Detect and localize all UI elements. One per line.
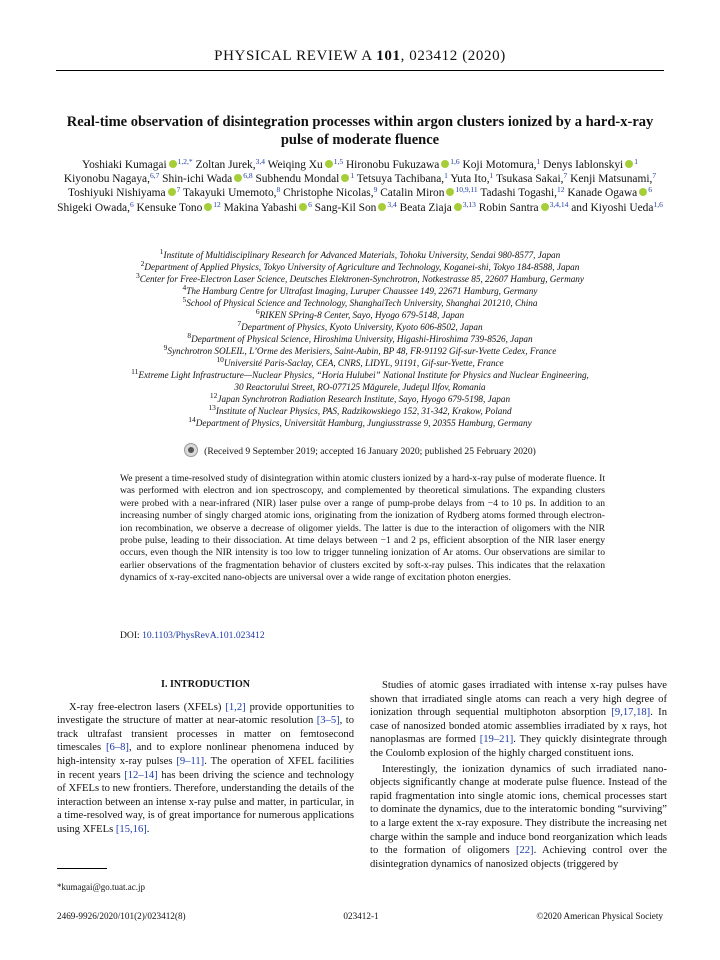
author-name-text: Kensuke Tono bbox=[136, 201, 203, 214]
author-affiliation-marker: 6 bbox=[648, 185, 652, 195]
intro-paragraph-3 bbox=[370, 763, 667, 872]
author-name bbox=[64, 173, 159, 185]
orcid-icon[interactable] bbox=[639, 188, 647, 196]
author-name bbox=[543, 159, 638, 171]
affiliation-number: 8 bbox=[187, 331, 192, 340]
author-name-text: Beata Ziaja bbox=[399, 201, 452, 214]
orcid-icon[interactable] bbox=[168, 188, 176, 196]
received-line bbox=[0, 443, 720, 457]
author-affiliation-marker: 1,5 bbox=[333, 157, 344, 166]
affiliation-number: 1 bbox=[159, 247, 164, 256]
author-affiliation-marker: 12 bbox=[213, 199, 221, 209]
affiliation bbox=[40, 249, 680, 261]
affiliation-number: 13 bbox=[208, 403, 216, 412]
author-name bbox=[195, 159, 264, 171]
affiliation-text: Synchrotron SOLEIL, L’Orme des Merisiers, Saint-Aubin, BP 48, FR-91192 Gif-sur-Yvette Cedex, France bbox=[167, 346, 557, 356]
orcid-icon[interactable] bbox=[341, 174, 349, 182]
citation-link[interactable]: [12–14] bbox=[124, 769, 158, 781]
author-name-text: Kiyonobu Nagaya, bbox=[63, 173, 150, 186]
affiliation-number: 14 bbox=[188, 415, 196, 424]
affiliation-number: 6 bbox=[255, 307, 260, 316]
body-text: has been driving the science and technology of XFELs to new frontiers. Therefore, understanding the details of the interaction between an intense x-ray pulse and matter, in particular, in a time-resolved way, is of great importance for numerous applications using XFELs bbox=[57, 769, 354, 835]
body-text: Studies of atomic gases irradiated with intense x-ray pulses have shown that irradiated single atoms can reach a very high degree of ionization through sequential multiphoton absorption bbox=[370, 680, 667, 719]
body-text: X-ray free-electron lasers (XFELs) bbox=[69, 701, 226, 713]
author-name bbox=[346, 159, 460, 171]
affiliation-text: 30 Reactorului Street, RO-077125 Măgurele, Judeţul Ilfov, Romania bbox=[234, 382, 486, 392]
footer-copyright: ©2020 American Physical Society bbox=[536, 911, 663, 921]
affiliation bbox=[40, 285, 680, 297]
author-name bbox=[496, 173, 567, 185]
running-head bbox=[0, 48, 720, 65]
author-name bbox=[162, 173, 252, 185]
author-name-text: Kanade Ogawa bbox=[567, 187, 638, 200]
affiliation-number: 5 bbox=[182, 295, 187, 304]
author-name bbox=[463, 159, 541, 171]
author-name-text: Takayuki Umemoto, bbox=[183, 187, 277, 200]
author-name bbox=[314, 199, 397, 214]
author-affiliation-marker: 1,6 bbox=[450, 157, 460, 166]
affiliation-number: 10 bbox=[216, 355, 224, 364]
affiliation-text: Department of Physics, Kyoto University, Kyoto 606-8502, Japan bbox=[241, 322, 483, 332]
body-text: . bbox=[146, 823, 150, 835]
body-text: . Achieving control over the disintegration dynamics of nanosized objects (triggered by bbox=[370, 845, 667, 870]
affiliation-number: 2 bbox=[140, 259, 145, 268]
author-name-text: Makina Yabashi bbox=[223, 201, 298, 214]
citation-link[interactable]: [15,16] bbox=[115, 823, 147, 835]
affiliation-text: Université Paris-Saclay, CEA, CNRS, LIDYL, 91191, Gif-sur-Yvette, France bbox=[223, 358, 504, 368]
affiliation-number: 4 bbox=[182, 283, 187, 292]
author-affiliation-marker: 12 bbox=[556, 185, 565, 195]
author-name-text: Yoshiaki Kumagai bbox=[82, 159, 167, 171]
author-name-text: Toshiyuki Nishiyama bbox=[68, 187, 166, 200]
author-name-text: Weiqing Xu bbox=[267, 159, 323, 171]
author-name bbox=[399, 199, 476, 214]
body-text: , to track ultrafast transient processes in matter on femtosecond timescales bbox=[57, 715, 354, 754]
doi-line bbox=[120, 630, 265, 641]
author-name-text: Hironobu Fukuzawa bbox=[345, 159, 440, 171]
author-name bbox=[183, 187, 280, 199]
article-number: , 023412 (2020) bbox=[400, 48, 506, 64]
doi-link[interactable]: 10.1103/PhysRevA.101.023412 bbox=[142, 630, 265, 641]
author-name-text: Tadashi Togashi, bbox=[480, 187, 557, 200]
author-name bbox=[68, 187, 180, 199]
author-name bbox=[357, 173, 448, 185]
author-name bbox=[571, 199, 663, 214]
affiliation bbox=[40, 405, 680, 417]
author-name bbox=[480, 187, 564, 199]
body-text: . They quickly disintegrate through the Coulomb explosion of the highly charged constituent ions. bbox=[370, 734, 667, 759]
affiliation bbox=[40, 297, 680, 309]
body-text: , and to explore nonlinear phenomena induced by high-intensity x-ray pulses bbox=[57, 742, 354, 767]
author-name bbox=[478, 199, 569, 214]
affiliation-number: 11 bbox=[131, 367, 139, 376]
author-name-text: Yuta Ito, bbox=[450, 173, 490, 186]
affiliation bbox=[40, 345, 680, 357]
author-name-text: Zoltan Jurek, bbox=[195, 159, 256, 171]
author-name-text: Sang-Kil Son bbox=[314, 201, 377, 214]
affiliation-text: Extreme Light Infrastructure—Nuclear Physics, “Horia Hulubei” National Institute for Physics and Nuclear Engineering, bbox=[138, 370, 589, 380]
affiliation-number: 7 bbox=[237, 319, 242, 328]
author-affiliation-marker: 1 bbox=[444, 171, 448, 181]
crossmark-icon[interactable] bbox=[184, 443, 198, 457]
intro-paragraph-2 bbox=[370, 679, 667, 761]
citation-link[interactable]: [6–8] bbox=[106, 742, 129, 754]
corresponding-author-footnote: *kumagai@go.tuat.ac.jp bbox=[57, 882, 146, 892]
journal-name: PHYSICAL REVIEW A bbox=[214, 48, 372, 64]
affiliation-text: Institute of Nuclear Physics, PAS, Radzikowskiego 152, 31-342, Krakow, Poland bbox=[215, 406, 512, 416]
author-affiliation-marker: 7 bbox=[652, 171, 657, 181]
page-footer bbox=[57, 911, 663, 921]
citation-link[interactable]: [9,17,18] bbox=[611, 707, 651, 719]
author-affiliation-marker: 6 bbox=[308, 199, 312, 209]
affiliation bbox=[40, 381, 680, 393]
author-name-text: Christophe Nicolas, bbox=[283, 187, 374, 200]
affiliation-text: Japan Synchrotron Radiation Research Institute, Sayo, Hyogo 679-5198, Japan bbox=[217, 394, 511, 404]
affiliation-text: Department of Physics, Universität Hamburg, Jungiusstrasse 9, 20355 Hamburg, Germany bbox=[195, 418, 532, 428]
left-column bbox=[57, 676, 354, 837]
journal-volume: 101 bbox=[376, 48, 401, 64]
citation-link[interactable]: [1,2] bbox=[225, 701, 246, 713]
orcid-icon[interactable] bbox=[454, 203, 462, 211]
abstract: We present a time-resolved study of disintegration within atomic clusters ionized by a hard-x-ray pulse of moderate fluence. It was performed with electron and ion spectroscopy, and complemented by theoretical simulations. The expanding clusters were probed with a near-infrared (NIR) laser pulse over a range of pump-probe delays from −4 to 10 ps. In addition to an increasing number of singly charged atomic ions, originating from the ionization of Rydberg atoms formed through electron-ion recombination, we observe a decrease of oligomer yields. The latter is due to the interaction of oligomers with the NIR probe pulse, leading to their dissociation. At time delays between −1 and 2 ps, efficient absorption of the NIR laser energy occurs, even though the NIR intensity is too low to trigger tunneling ionization of Ar atoms. Our observations are similar to earlier observations of the fragmentation behavior of clusters excited by soft-x-ray pulses. This indicates that the relaxation dynamics of x-ray-excited nano-objects are universal over a wide range of excitation photon energies. bbox=[120, 473, 605, 584]
author-name-text: Shigeki Owada, bbox=[57, 201, 130, 214]
orcid-icon[interactable] bbox=[446, 188, 454, 196]
author-affiliation-marker: 6 bbox=[129, 199, 134, 209]
author-name-text: Subhendu Mondal bbox=[255, 173, 340, 186]
author-affiliation-marker: 10,9,11 bbox=[455, 185, 478, 195]
body-text: . The operation of XFEL facilities in recent years bbox=[57, 755, 354, 781]
author-name bbox=[255, 173, 354, 185]
body-text: provide opportunities to investigate the structure of matter at near-atomic resolution bbox=[57, 701, 355, 727]
citation-link[interactable]: [19–21] bbox=[479, 734, 514, 746]
citation-link[interactable]: [22] bbox=[515, 845, 534, 857]
affiliation-text: Department of Applied Physics, Tokyo University of Agriculture and Technology, Koganei-shi, Tokyo 184-8588, Japan bbox=[144, 262, 580, 272]
affiliation-text: The Hamburg Centre for Ultrafast Imaging, Luruper Chaussee 149, 22671 Hamburg, Germany bbox=[186, 286, 538, 296]
header-rule bbox=[56, 70, 664, 71]
author-name-text: Denys Iablonskyi bbox=[543, 159, 624, 171]
affiliation bbox=[40, 309, 680, 321]
paper-title: Real-time observation of disintegration processes within argon clusters ionized by a hard-x-ray pulse of moderate fluence bbox=[66, 114, 654, 148]
affiliation-number: 12 bbox=[209, 391, 218, 400]
orcid-icon[interactable] bbox=[234, 174, 242, 182]
author-affiliation-marker: 1 bbox=[489, 171, 494, 181]
author-affiliation-marker: 1,6 bbox=[653, 199, 663, 209]
author-name bbox=[570, 173, 656, 185]
affiliation bbox=[40, 273, 680, 285]
author-affiliation-marker: 8 bbox=[276, 185, 281, 195]
author-affiliation-marker: 7 bbox=[563, 171, 568, 181]
affiliation-list bbox=[40, 249, 680, 429]
author-affiliation-marker: 6,8 bbox=[243, 171, 253, 181]
received-dates: (Received 9 September 2019; accepted 16 January 2020; published 25 February 2020) bbox=[204, 446, 536, 457]
footer-issn: 2469-9926/2020/101(2)/023412(8) bbox=[57, 911, 186, 921]
intro-paragraph-1 bbox=[57, 701, 354, 837]
author-name bbox=[136, 199, 221, 214]
author-name bbox=[82, 159, 193, 171]
affiliation-text: RIKEN SPring-8 Center, Sayo, Hyogo 679-5148, Japan bbox=[259, 310, 465, 320]
affiliation bbox=[40, 321, 680, 333]
orcid-icon[interactable] bbox=[625, 160, 633, 168]
orcid-icon[interactable] bbox=[169, 160, 177, 168]
author-name-text: and Kiyoshi Ueda bbox=[571, 201, 654, 214]
citation-link[interactable]: [9–11] bbox=[176, 755, 205, 767]
affiliation bbox=[40, 393, 680, 405]
author-affiliation-marker: 9 bbox=[373, 185, 378, 195]
orcid-icon[interactable] bbox=[299, 203, 307, 211]
author-name bbox=[450, 173, 493, 185]
affiliation-text: Center for Free-Electron Laser Science, Deutsches Elektronen-Synchrotron, Notkestrasse 85, 22607 Hamburg, Germany bbox=[139, 274, 584, 284]
affiliation bbox=[40, 417, 680, 429]
author-name bbox=[380, 187, 477, 199]
affiliation-number: 9 bbox=[163, 343, 168, 352]
orcid-icon[interactable] bbox=[378, 203, 386, 211]
affiliation-text: Department of Physical Science, Hiroshima University, Higashi-Hiroshima 739-8526, Japan bbox=[191, 334, 533, 344]
author-name-text: Koji Motomura, bbox=[462, 159, 537, 171]
author-name bbox=[567, 187, 652, 199]
author-name bbox=[57, 199, 134, 214]
author-affiliation-marker: 3,4 bbox=[387, 199, 397, 209]
affiliation-text: School of Physical Science and Technology, ShanghaiTech University, Shanghai 201210, China bbox=[186, 298, 538, 308]
author-affiliation-marker: 1 bbox=[536, 157, 541, 166]
author-affiliation-marker: 1 bbox=[350, 171, 355, 181]
author-affiliation-marker: 6,7 bbox=[149, 171, 160, 181]
section-heading: I. INTRODUCTION bbox=[161, 679, 250, 690]
citation-link[interactable]: [3–5] bbox=[316, 715, 340, 727]
body-text: . In case of nanosized bonded atomic assemblies irradiated by x rays, hot nanoplasmas are formed bbox=[370, 707, 668, 746]
affiliation-text: Institute of Multidisciplinary Research for Advanced Materials, Tohoku University, Sendai 980-8577, Japan bbox=[163, 250, 561, 260]
footnote-rule bbox=[57, 868, 107, 869]
author-affiliation-marker: 3,4,14 bbox=[549, 199, 569, 209]
body-text: Interestingly, the ionization dynamics of such irradiated nano-objects significantly change at moderate pulse fluence. Instead of the rapid fragmentation into single atomic ions, chemical processes start to dominate the dynamics, due to the interatomic bonding “surviving” to a large extent the x-ray exposure. They distribute the increasing net charge within the sample and induce bond reorganization which leads to the formation of oligomers bbox=[370, 763, 667, 857]
author-affiliation-marker: 3,4 bbox=[255, 157, 265, 166]
author-affiliation-marker: 1 bbox=[634, 157, 638, 166]
author-list bbox=[40, 158, 680, 215]
orcid-icon[interactable] bbox=[325, 160, 333, 168]
author-name-text: Tetsuya Tachibana, bbox=[356, 173, 445, 186]
author-name-text: Shin-ichi Wada bbox=[162, 173, 233, 186]
author-name-text: Robin Santra bbox=[478, 201, 539, 214]
orcid-icon[interactable] bbox=[441, 160, 449, 168]
author-name-text: Tsukasa Sakai, bbox=[495, 173, 564, 186]
author-name-text: Catalin Miron bbox=[380, 187, 445, 200]
right-column bbox=[370, 679, 667, 871]
author-name bbox=[223, 199, 312, 214]
affiliation bbox=[40, 369, 680, 381]
author-name bbox=[268, 159, 343, 171]
author-affiliation-marker: 1,2,* bbox=[177, 157, 193, 166]
orcid-icon[interactable] bbox=[204, 203, 212, 211]
author-name-text: Kenji Matsunami, bbox=[570, 173, 653, 186]
orcid-icon[interactable] bbox=[541, 203, 549, 211]
author-affiliation-marker: 3,13 bbox=[462, 199, 476, 209]
affiliation-number: 3 bbox=[136, 271, 140, 280]
doi-label: DOI: bbox=[120, 630, 140, 641]
author-name bbox=[283, 187, 377, 199]
affiliation bbox=[40, 333, 680, 345]
author-affiliation-marker: 7 bbox=[176, 185, 181, 195]
footer-page-number: 023412-1 bbox=[343, 911, 379, 921]
